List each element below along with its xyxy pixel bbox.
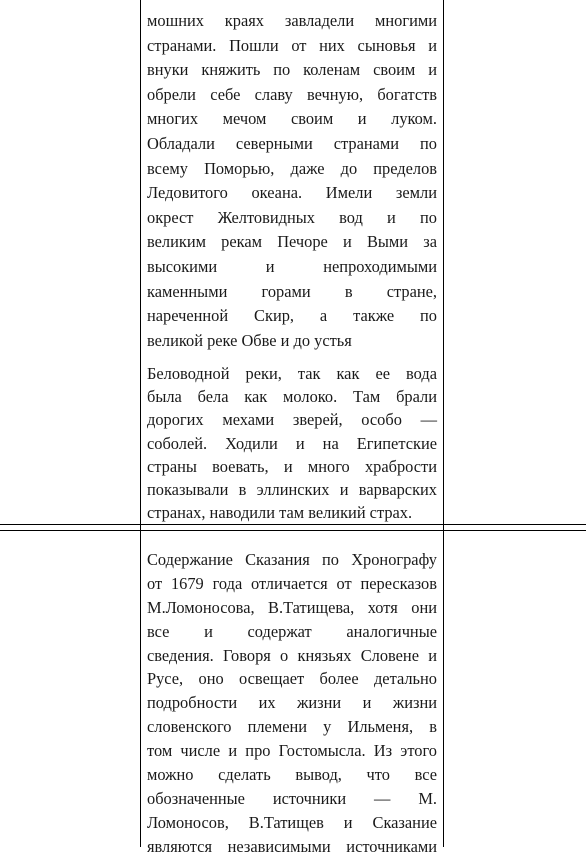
text-line: великой реке Обве и до устья (147, 330, 352, 350)
table-column-divider-right (443, 0, 444, 847)
text-line: Обладали северными странами по (147, 133, 437, 153)
text-line: дорогих мехами зверей, особо — (147, 410, 437, 430)
text-line: была бела как молоко. Там брали (147, 387, 437, 407)
text-line: обозначенные источники — М. (147, 788, 437, 808)
text-line: сведения. Говоря о князьях Словене и (147, 645, 437, 665)
text-line: том числе и про Гостомысла. Из этого (147, 741, 437, 761)
text-line: обрели себе славу вечную, богатств (147, 84, 437, 104)
table-cell-text-row1-continued (147, 362, 437, 524)
text-line: высокими и непроходимыми (147, 256, 437, 276)
text-line: Ледовитого океана. Имели земли (147, 183, 437, 203)
text-line: словенского племени у Ильменя, в (147, 717, 437, 737)
text-line: страны воевать, и много храбрости (147, 456, 437, 476)
text-line: подробности их жизни и жизни (147, 693, 437, 713)
text-line: от 1679 года отличается от пересказов (147, 573, 437, 593)
text-line: Ломоносов, В.Татищев и Сказание (147, 812, 437, 832)
text-line: каменными горами в стране, (147, 281, 437, 301)
text-line: мошних краях завладели многими (147, 11, 437, 30)
text-line: нареченной Скир, а также по (147, 306, 437, 326)
text-line: М.Ломоносова, В.Татищева, хотя они (147, 597, 437, 617)
text-line: странах, наводили там великий страх. (147, 503, 413, 523)
text-line: странами. Пошли от них сыновья и (147, 35, 437, 55)
text-line: Содержание Сказания по Хронографу (147, 550, 437, 569)
text-line: всему Поморью, даже до пределов (147, 158, 437, 178)
table-row-divider-bottom (0, 530, 586, 531)
table-column-divider-left (140, 0, 141, 847)
text-line: Русе, оно освещает более детально (147, 669, 437, 689)
text-line: показывали в эллинских и варварских (147, 479, 437, 499)
table-cell-text-row1 (147, 9, 437, 353)
text-line: можно сделать вывод, что все (147, 765, 437, 785)
text-line: многих мечом своим и луком. (147, 109, 437, 129)
text-line: Беловодной реки, так как ее вода (147, 364, 437, 383)
text-line: все и содержат аналогичные (147, 621, 437, 641)
text-line: являются независимыми источниками (147, 836, 437, 856)
text-line: окрест Желтовидных вод и по (147, 207, 437, 227)
text-line: великим рекам Печоре и Выми за (147, 232, 437, 252)
table-cell-text-row2 (147, 548, 437, 859)
text-line: соболей. Ходили и на Египетские (147, 433, 437, 453)
text-line: внуки княжить по коленам своим и (147, 60, 437, 80)
